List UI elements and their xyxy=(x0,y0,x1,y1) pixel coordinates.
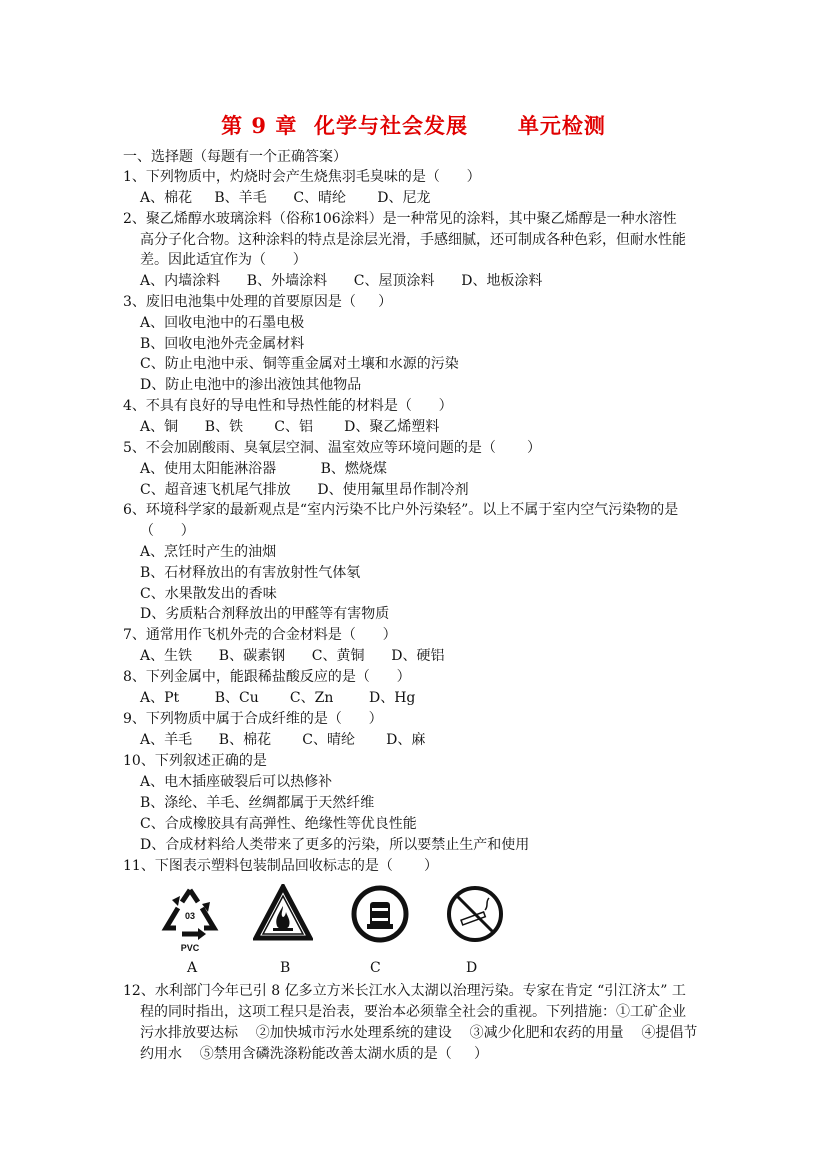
symbol-label-a: A xyxy=(187,960,198,976)
question-9-stem: 9、下列物质中属于合成纤维的是（ ） xyxy=(123,711,383,727)
question-3-option-b: B、回收电池外壳金属材料 xyxy=(140,336,305,352)
question-4-options: A、铜 B、铁 C、铝 D、聚乙烯塑料 xyxy=(140,419,440,435)
symbol-label-d: D xyxy=(466,960,478,976)
symbol-label-b: B xyxy=(280,960,291,976)
chemical-barrel-icon xyxy=(350,884,410,944)
question-7-options: A、生铁 B、碳素钢 C、黄铜 D、硬铝 xyxy=(140,648,445,664)
question-1-stem: 1、下列物质中，灼烧时会产生烧焦羽毛臭味的是（ ） xyxy=(123,169,481,185)
question-2-stem-line2: 高分子化合物。这种涂料的特点是涂层光滑，手感细腻，还可制成各种色彩，但耐水性能 xyxy=(140,232,686,248)
page-title: 第 9 章 化学与社会发展 单元检测 xyxy=(221,113,606,138)
question-8-options: A、Pt B、Cu C、Zn D、Hg xyxy=(140,690,416,706)
no-smoking-icon xyxy=(445,884,505,944)
question-9-options: A、羊毛 B、棉花 C、晴纶 D、麻 xyxy=(140,732,426,748)
question-5-stem: 5、不会加剧酸雨、臭氧层空洞、温室效应等环境问题的是（ ） xyxy=(123,440,542,456)
question-12-line3: 污水排放要达标 ②加快城市污水处理系统的建设 ③减少化肥和农药的用量 ④提倡节 xyxy=(140,1025,698,1041)
question-11-stem: 11、下图表示塑料包装制品回收标志的是（ ） xyxy=(123,858,438,874)
flammable-warning-icon xyxy=(253,884,313,944)
recycle-pvc-icon xyxy=(158,884,222,954)
question-2-stem-line1: 2、聚乙烯醇水玻璃涂料（俗称106涂料）是一种常见的涂料，其中聚乙烯醇是一种水溶性 xyxy=(123,211,677,227)
question-3-option-c: C、防止电池中汞、铜等重金属对土壤和水源的污染 xyxy=(140,356,459,372)
question-6-option-a: A、烹饪时产生的油烟 xyxy=(140,544,277,560)
question-2-options: A、内墙涂料 B、外墙涂料 C、屋顶涂料 D、地板涂料 xyxy=(140,273,543,289)
question-6-option-c: C、水果散发出的香味 xyxy=(140,586,277,602)
recycle-code-text: 03 xyxy=(184,911,196,921)
symbol-label-c: C xyxy=(370,960,381,976)
question-10-option-b: B、涤纶、羊毛、丝绸都属于天然纤维 xyxy=(140,795,375,811)
question-10-option-c: C、合成橡胶具有高弹性、绝缘性等优良性能 xyxy=(140,816,417,832)
question-6-option-d: D、劣质粘合剂释放出的甲醛等有害物质 xyxy=(140,606,390,622)
question-7-stem: 7、通常用作飞机外壳的合金材料是（ ） xyxy=(123,627,397,643)
question-10-stem: 10、下列叙述正确的是 xyxy=(123,753,267,769)
question-12-line4: 约用水 ⑤禁用含磷洗涤粉能改善太湖水质的是（ ） xyxy=(140,1046,489,1062)
recycle-material-text: PVC xyxy=(180,943,200,953)
question-3-option-d: D、防止电池中的渗出液蚀其他物品 xyxy=(140,377,362,393)
question-6-stem-line1: 6、环境科学家的最新观点是“室内污染不比户外污染轻”。以上不属于室内空气污染物的是 xyxy=(123,502,679,518)
question-3-option-a: A、回收电池中的石墨电极 xyxy=(140,315,305,331)
question-6-option-b: B、石材释放出的有害放射性气体氡 xyxy=(140,565,361,581)
question-1-options: A、棉花 B、羊毛 C、晴纶 D、尼龙 xyxy=(140,190,431,206)
question-3-stem: 3、废旧电池集中处理的首要原因是（ ） xyxy=(123,294,393,310)
question-8-stem: 8、下列金属中，能跟稀盐酸反应的是（ ） xyxy=(123,669,411,685)
question-12-line2: 程的同时指出，这项工程只是治表，要治本必须靠全社会的重视。下列措施：①工矿企业 xyxy=(140,1004,686,1020)
question-5-options-cd: C、超音速飞机尾气排放 D、使用氟里昂作制冷剂 xyxy=(140,482,469,498)
question-10-option-a: A、电木插座破裂后可以热修补 xyxy=(140,774,333,790)
question-12-line1: 12、水利部门今年已引 8 亿多立方米长江水入太湖以治理污染。专家在肯定 “引江济太” 工 xyxy=(123,983,686,999)
question-11-symbols xyxy=(150,884,510,954)
question-4-stem: 4、不具有良好的导电性和导热性能的材料是（ ） xyxy=(123,398,453,414)
question-10-option-d: D、合成材料给人类带来了更多的污染，所以要禁止生产和使用 xyxy=(140,837,530,853)
question-2-stem-line3: 差。因此适宜作为（ ） xyxy=(140,252,307,268)
question-6-stem-line2: （ ） xyxy=(140,523,195,539)
section-heading: 一、选择题（每题有一个正确答案） xyxy=(123,149,347,165)
question-5-options-ab: A、使用太阳能淋浴器 B、燃烧煤 xyxy=(140,461,387,477)
